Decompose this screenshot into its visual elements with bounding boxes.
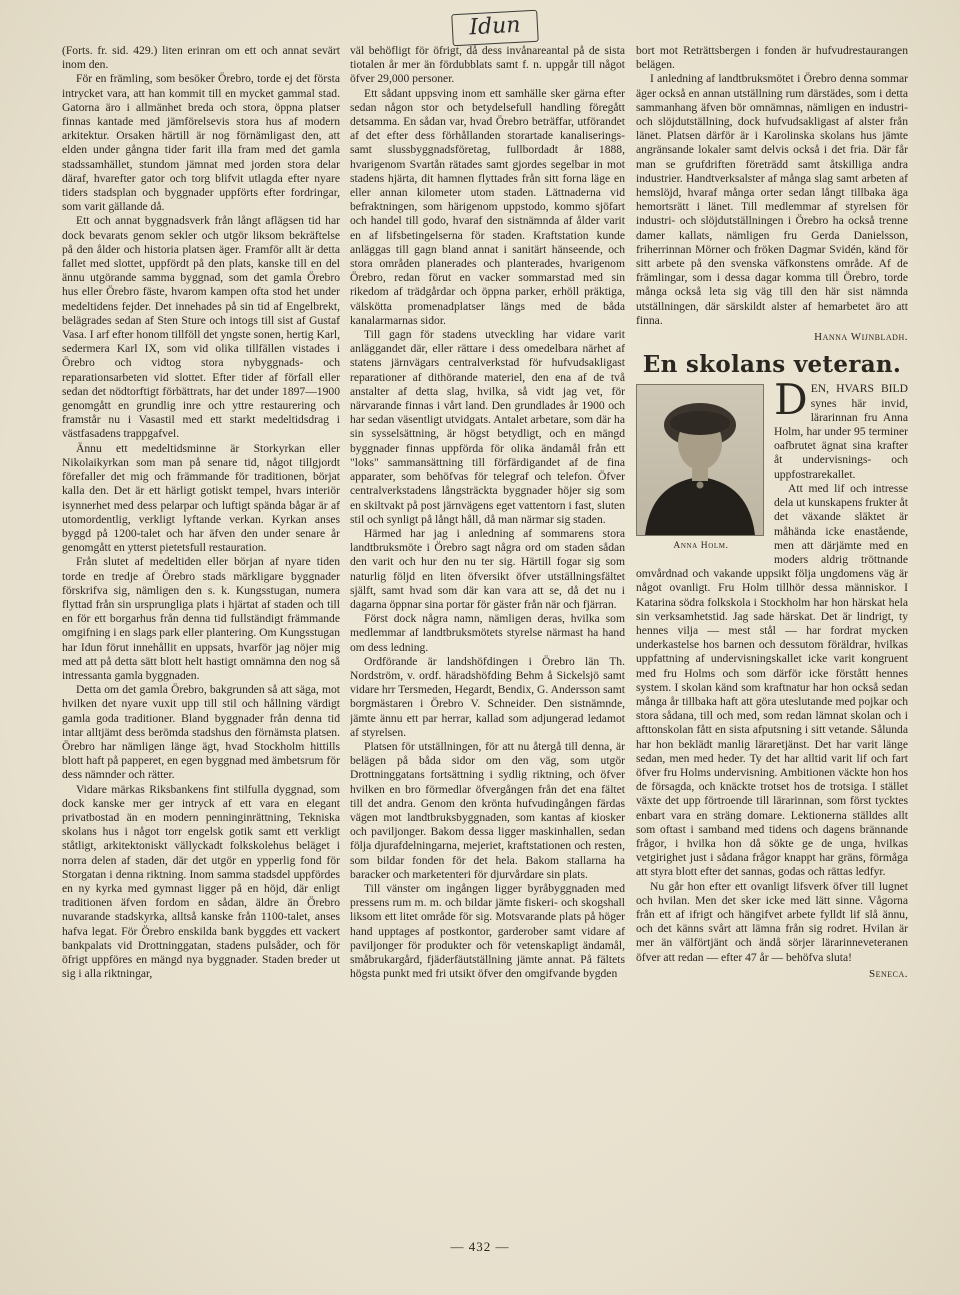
paragraph: Ordförande är landshöfdingen i Örebro län Th. Nordström, v. ordf. häradshöfding Behm å Sickelsjö samt vidare hrr Tersmeden, Hegardt, Bendix, G. Andersson samt borgmästaren i Örebro V. Schneider. Den sistnämnde, jämte ännu ett par herrar, kallad som adjungerad ledamot af styrelsen. — [350, 654, 625, 739]
portrait-caption: Anna Holm. — [673, 541, 729, 552]
paragraph: väl behöfligt för öfrigt, då dess invånareantal på de sista tiotalen år mer än fördubblats samt f. n. uppgår till något öfver 29,000 personer. — [350, 44, 625, 86]
paragraph: Till vänster om ingången ligger byråbyggnaden med pressens rum m. m. och bildar jämte fiskeri- och skogshall liksom ett litet område för sig. Motsvarande plats på höger hand upptages af postkontor, garderober samt vidare af paviljonger för produkter och för vetenskapligt ändamål, småbrukargård, fjäderfäutställning jämte annat. På fältets högsta punkt med fri utsikt öfver den omgifvande bygden — [350, 881, 625, 981]
author-signature: Seneca. — [868, 967, 908, 980]
paragraph: Nu går hon efter ett ovanligt lifsverk öfver till lugnet och hvilan. Men det sker icke med lätt sinne. Vågorna från ett af ifrigt och hängifvet arbete fylldt lif slå ännu, och det känns svårt att lämna från sig rodret. Hvilan är mer än välförtjänt och ändå sörjer lärarinneveteranen öfver att redan — efter 47 år — behöfva sluta! — [636, 879, 908, 964]
article-intro-text: EN, HVARS BILD synes här invid, lärarinnan fru Anna Holm, har under 95 terminer oafbrutet ägnat sina krafter åt undervisnings- och uppfostrarekallet. — [774, 382, 908, 481]
article-intro — [636, 382, 908, 879]
portrait-photo — [636, 384, 764, 536]
author-signature: Hanna Wijnbladh. — [814, 331, 908, 344]
article-heading: En skolans veteran. — [642, 351, 902, 379]
paragraph: I anledning af landtbruksmötet i Örebro denna sommar äger också en annan utställning rum därstädes, som i detta sammanhang äfven bör omnämnas, nämligen en industri- och slöjdutställning, dock hufvudsakligast af alster från länet. Platsen därför är i Karolinska skolans hus jämte angränsande lokaler samt delvis också i det fria. Där får man se grufdriften företrädd samt åtskilliga andra industrier. Handtverksalster af många slag samt arbeten af hemslöjd, hvaraf många orter sedan långt tillbaka äga hemortsrätt i länet. Till medlemmar af styrelsen för industri- och slöjdutställningen i Örebro ha också trenne damer kallats, nämligen fru Gerda Danielsson, friherrinnan Mörner och fröken Dagmar Svidén, känd för sitt arbete på den svenska väfkonstens område. Af de främlingar, som i dessa dagar komma till Örebro, torde många också leta sig väg till den här sist nämnda utställningen, där särskildt alster af hemarbetet äro att finna. — [636, 72, 908, 327]
paragraph: bort mot Reträttsbergen i fonden är hufvudrestaurangen belägen. — [636, 44, 908, 72]
paragraph: (Forts. fr. sid. 429.) liten erinran om ett och annat sevärt inom den. — [62, 44, 340, 72]
column-middle — [350, 44, 625, 1214]
paragraph: Ännu ett medeltidsminne är Storkyrkan eller Nikolaikyrkan som man på senare tid, något tillgjordt förefaller det mig och främmande för traditionen, börjat kalla den. Det är ett härligt gotiskt tempel, hvars interiör isynnerhet med dess pelarpar och luftigt spända bågar är af utomordentlig, verkligt lyftande verkan. Kyrkan anses byggd på 1200-talet och har äfven den under senare år genomgått en ytterst pietetsfull restauration. — [62, 441, 340, 555]
paragraph: Platsen för utställningen, för att nu återgå till denna, är belägen på båda sidor om den väg, som utgör Drottninggatans fortsättning i sydlig riktning, och öfver hvilken en bro förmedlar öfvergången från det ena fältet till det andra. Genom den kröntа hufvudingången färdas vägen mot landtbruksbyggnaden, som kantas af kiosker och paviljonger. Bakom dessa ligger maskinhallen, sedan följa djurafdelningarna, mejeriet, kraftstationen och resten, som bildar fonden för det hela. Bakom stallarna ha baracker och marketenteri för djurvårdare sin plats. — [350, 739, 625, 881]
paragraph: Ett sådant uppsving inom ett samhälle sker gärna efter sedan någon stor och betydelsefull handling föregått detsamma. En sådan var, hvad Örebro beträffar, utförandet af det efter dess förhållanden storartade kanaliserings- samt slussbyggnadsföretag, fullbordadt år 1888, hvarigenom Svartån rätades samt gjordes segelbar in mot stadens hjärta, dit hamnen flyttades från sitt forna läge en eller annan kilometer utom staden. Lättnaderna vid befraktningen, som härigenom uppstodo, kommo sjöfart och handel till godo, hvaraf den sistnämnda af ålder varit en af lifsbetingelserna för staden. Kraftstation kunde anläggas till gagn bland annat i sanitärt hänseende, och stora områden planerades och planterades, hvarigenom Örebro, redan förut en vacker sommarstad med sin rikedom af trädgårdar och öppna parker, erhöll präktiga, välskötta promenadplatser längs med de båda kanalarmarnas sidor. — [350, 86, 625, 327]
paragraph: Till gagn för stadens utveckling har vidare varit anläggandet där, eller rättare i dess omedelbara närhet af statens järnvägars centralverkstad för hufvudsakligast reparationer af dithörande materiel, den ena af de två anstalter af detta slag, hvilka, så vidt jag vet, för närvarande finnas i vårt land. Den grundlades år 1900 och har sedan väsentligt utvidgats. Antalet arbetare, som där ha sin sysselsättning, är högst betydligt, och en mängd byggnader finnas uppförda för olika ändamål från ett "loks" sammansättning till förfärdigandet af de fina apparater, som behöfvas för telegraf och telefon. Öfver centralverkstadens långsträckta byggnader höjer sig som en skiltvakt på post järnvägens eget vattentorn i fast, sluten stil och synligt på långt håll, då man närmar sig staden. — [350, 328, 625, 526]
drop-cap: D — [774, 382, 808, 425]
stamp-text: Idun — [468, 12, 522, 41]
paragraph: Detta om det gamla Örebro, bakgrunden så att säga, mot hvilken det nyare vuxit upp till stil och hållning värdigt gamla goda traditioner. Bland byggnader från denna tid intar alltjämt dess berömda stadshus den förnämsta platsen. Örebro har nämligen länge ägt, hvad Stockholm hittills blott haft på papperet, en egen byggnad med ämbetsrum för dess nämnder och rätter. — [62, 683, 340, 782]
paragraph: Vidare märkas Riksbankens fint stilfulla dyggnad, som dock kanske mer ger intryck af ett vara en elegant privatbostad än en modern penninginrättning, Tekniska skolans hus i något torr engelsk gotik samt ett verkligt ståtligt, arkitektoniskt vällyckadt folkskolehus beläget i norra delen af staden, där det utgör en ypperlig fond för Storgatan i denna riktning. Inom samma stadsdel uppfördes en ny kyrka med gymnast ligger på en höjd, där enligt traditionen äfven fordom en sådan, äldre än Örebro nuvarande stadskyrka, alltså kanske från 1100-talet, anses hafva legat. För Örebro enskilda bank byggdes ett vackert bankpalats vid Drottninggatan, stadens pulsåder, och för öfrigt uppföres en mängd nya byggnader. Staden breder ut sig i alla riktningar, — [62, 782, 340, 981]
paragraph: Först dock några namn, nämligen deras, hvilka som medlemmar af landtbruksmötets styrelse närmast ha hand om dess ledning. — [350, 612, 625, 654]
paragraph: Härmed har jag i anledning af sommarens stora landtbruksmöte i Örebro sagt några ord om staden sådan den varit och hur den nu ter sig. Härtill fogar sig som naturlig följd en liten öfversikt öfver utställningsfältet själft, samt hvad som där kan vara att se, då det nu i dagarna öppnar sina portar för gäster från när och fjärran. — [350, 526, 625, 611]
column-right — [636, 44, 908, 1209]
idun-stamp-logo — [451, 10, 539, 46]
portrait-figure — [636, 384, 766, 553]
paragraph: Att med lif och intresse dela ut kunskapens frukter åt det växande släktet är måhända icke enastående, men att därjämte med en moders aldrig tröttnande omvårdnad och vakande uppsikt följa ungdomens väg är något ovanligt. Fru Holm tillhör dessa människor. I Katarina södra folkskola i Stockholm har hon härskat hela sin verksamhetstid. Jag sade härskat. Det är lindrigt, ty hennes vilja — mest stål — har fordrat mycken underkastelse hos barnen och dessutom föräldrar, hvilkas uppfattning af undervisningskallet icke varit kongruent med fru Holms och som därför icke förstått hennes system. I skolan känd som kraftnatur har hon också sedan många år tillbaka haft att göra uteslutande med pojkar och stora sådana, till och med, som redan lämnat skolan och i afttonskolan fått en sista afputsning i sitt vetande. Sålunda har hon beklädt manlig läraretjänst. Det har varit länge sedan, men med heder. Ty det har alltid varit lif och fart öfver fru Holms undervisning. Ambitionen väckte hon hos de försagda, och knäckte trotset hos de trotsiga. I stället växte det upp förtroende till lärarinnan, som först tycktes enbart vara en sträng domare. Lektionerna ställdes allt som oftast i samband med tidens och dagens brännande frågor, i hvilka hon då sökte ge de unga, hvilkas vetgirighet just i sådana frågor knappt har gräns, förmåga att styra blott efter det sannas, godas och rättas ledfyr. — [636, 481, 908, 879]
paragraph: Ett och annat byggnadsverk från långt aflägsen tid har dock bevarats genom sekler och utgör liksom bekräftelse på den ålder och historia platsen äger. Framför allt är detta fallet med slottet, uppfördt på den plats, kanske till en del ännu utgörande samma byggnad, som det gamla Örebro hus eller Örebro fäste, hvarom kampen ofta stod het under medeltidens fejder. Det innehades på sin tid af Engelbrekt, belägrades sedan af Sten Sture och intogs till sist af Gustaf Vasa. I arf efter honom tillföll det yngste sonen, hertig Karl, sedermera Karl IX, som vid olika tillfällen vistades i Örebro och vidtog stora nybyggnads- och reparationsarbeten vid slottet. Efter tider af förfall eller sedan det nödtorftigt förbättrats, har det under 1897—1900 genomgått en grundlig inre och yttre restaurering och framstår nu i Vasastil med ett starkt medeltidsdrag i västfasadens trappgafvel. — [62, 214, 340, 441]
page-number: — 432 — — [450, 1239, 510, 1254]
paragraph: För en främling, som besöker Örebro, torde ej det första intrycket vara, att han kommit till en mycket gammal stad. Gatorna äro i allmänhet breda och stora, öppna platser finnas kantade med jämförelsevis stora hus af modern arkitektur. Orsaken härtill är nog förnämligast den, att elden under gångna tider farit illa fram med det gamla stadssamhället, stundom jämnat med jorden stora delar däraf, hvarefter gator och torg blifvit utlagda efter nyare tiders stadsplan och byggnader uppförts efter fordringar, som varit gällande då. — [62, 72, 340, 214]
column-left — [62, 44, 340, 1214]
paragraph: Från slutet af medeltiden eller början af nyare tiden torde en tredje af Örebro stads märkligare byggnader förskrifva sig, nämligen den s. k. Kungsstugan, numera flyttad från sin ursprungliga plats i hjärtat af staden och till en för ett borgarhus från denna tid fullständigt främmande omgifning i en slags park eller plantering. Om Kungsstugan har Idun förut innehållit en uppsats, hvarför jag nöjer mig med att på detta sätt blott helt hastigt omnämna den nog så intressanta gamla byggnaden. — [62, 555, 340, 682]
